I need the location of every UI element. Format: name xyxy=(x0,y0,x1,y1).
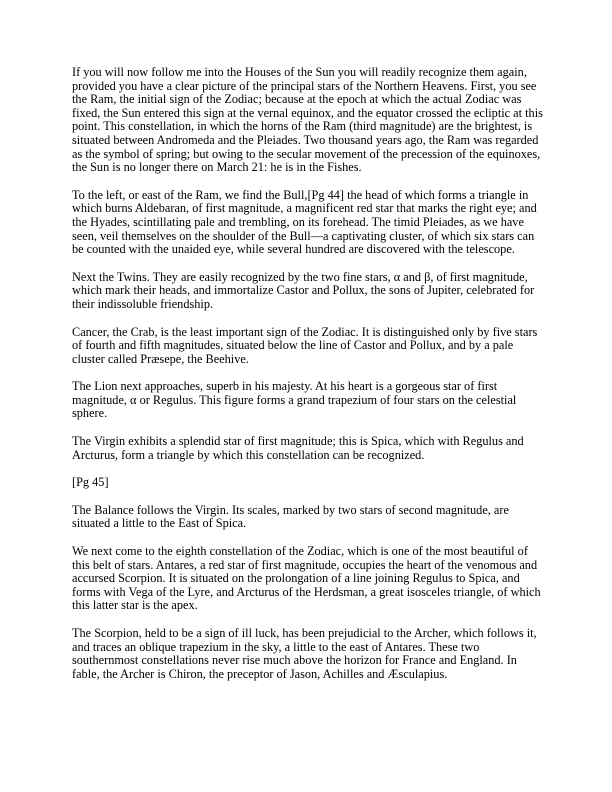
paragraph-twins: Next the Twins. They are easily recognized by the two fine stars, α and β, of first magnitude, which mark their heads, and immortalize Castor and Pollux, the sons of Jupiter, celebrated for their indissoluble friendship. xyxy=(72,269,535,311)
paragraph-ram: If you will now follow me into the Houses of the Sun you will readily recognize them again, provided you have a clear picture of the principal stars of the Northern Heavens. First, you see the Ram, the initial sign of the Zodiac; because at the epoch at which the actual Zodiac was fixed, the Sun entered this sign at the vernal equinox, and the equator crossed the ecliptic at this point. This constellation, in which the horns of the Ram (third magnitude) are the brightest, is situated between Andromeda and the Pleiades. Two thousand years ago, the Ram was regarded as the symbol of spring; but owing to the secular movement of the precession of the equinoxes, the Sun is no longer there on March 21: he is in the Fishes. xyxy=(72,65,543,175)
paragraph-lion: The Lion next approaches, superb in his majesty. At his heart is a gorgeous star of first magnitude, α or Regulus. This figure forms a grand trapezium of four stars on the celestial sphere. xyxy=(72,379,517,421)
paragraph-cancer: Cancer, the Crab, is the least important sign of the Zodiac. It is distinguished only by five stars of fourth and fifth magnitudes, situated below the line of Castor and Pollux, and by a pale cluster called Præsepe, the Beehive. xyxy=(72,324,538,366)
paragraph-virgin: The Virgin exhibits a splendid star of first magnitude; this is Spica, which with Regulus and Arcturus, form a triangle by which this constellation can be recognized. xyxy=(72,434,524,462)
page-text-block xyxy=(72,66,545,695)
paragraph-bull: To the left, or east of the Ram, we find the Bull,[Pg 44] the head of which forms a triangle in which burns Aldebaran, of first magnitude, a magnificent red star that marks the right eye; and the Hyades, scintillating pale and trembling, on its forehead. The timid Pleiades, as we have seen, veil themselves on the shoulder of the Bull—a captivating cluster, of which six stars can be counted with the unaided eye, while several hundred are discovered with the telescope. xyxy=(72,187,537,257)
paragraph-balance: The Balance follows the Virgin. Its scales, marked by two stars of second magnitude, are situated a little to the East of Spica. xyxy=(72,502,509,531)
paragraph-archer: The Scorpion, held to be a sign of ill luck, has been prejudicial to the Archer, which follows it, and traces an oblique trapezium in the sky, a little to the east of Antares. These two southernmost constellations never rise much above the horizon for France and England. In fable, the Archer is Chiron, the preceptor of Jason, Achilles and Æsculapius. xyxy=(72,626,537,681)
page-marker-pg45: [Pg 45] xyxy=(72,475,109,490)
paragraph-scorpion: We next come to the eighth constellation of the Zodiac, which is one of the most beautiful of this belt of stars. Antares, a red star of first magnitude, occupies the heart of the venomous and accursed Scorpion. It is situated on the prolongation of a line joining Regulus to Spica, and forms with Vega of the Lyre, and Arcturus of the Herdsman, a great isosceles triangle, of which this latter star is the apex. xyxy=(72,544,541,613)
